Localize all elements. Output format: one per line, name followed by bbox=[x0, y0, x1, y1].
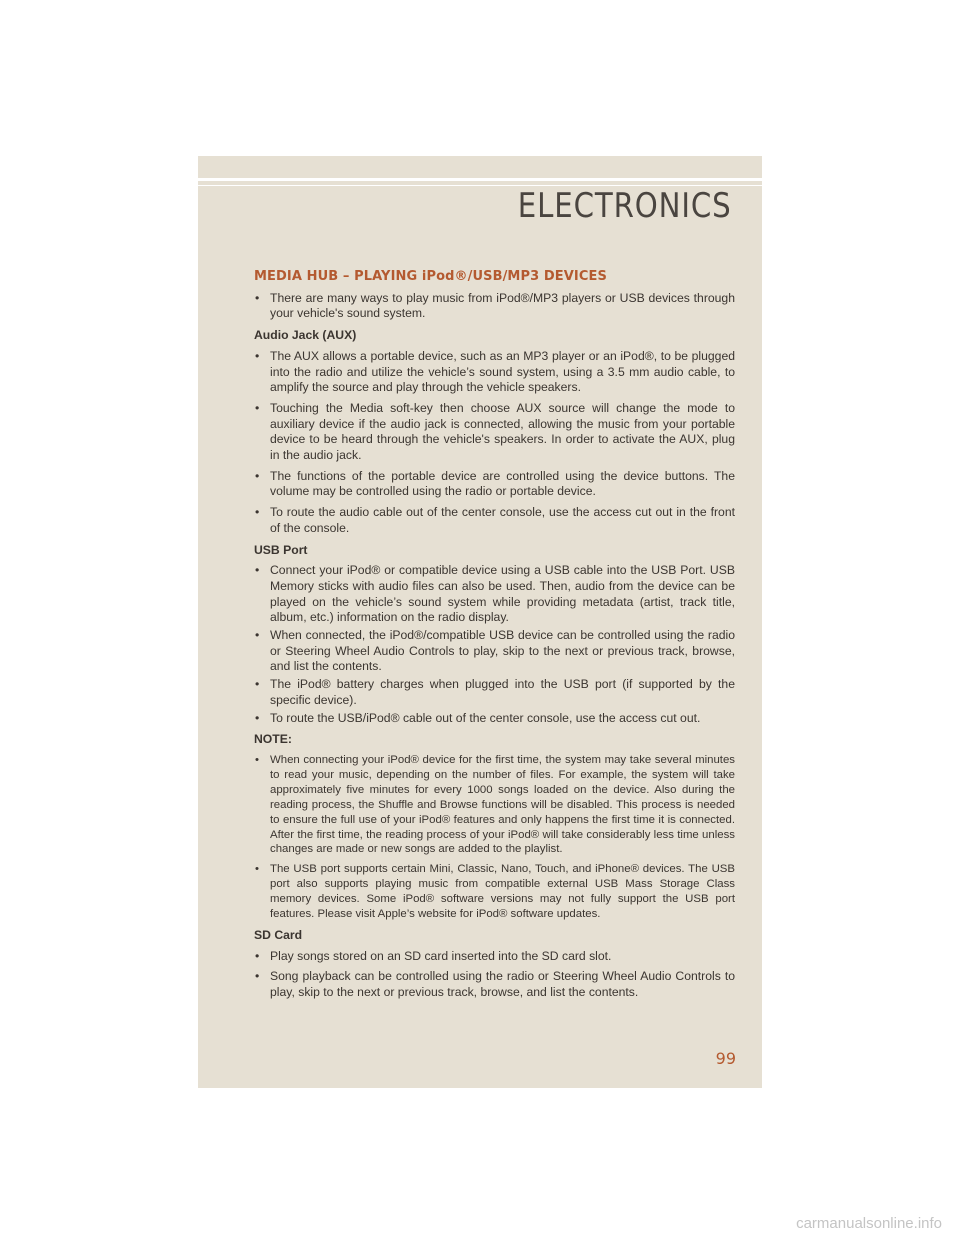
page-heading: MEDIA HUB – PLAYING iPod®/USB/MP3 DEVICES bbox=[254, 269, 607, 284]
list-item: • Connect your iPod® or compatible device using a USB cable into the USB Port. USB Memory sticks with audio files can also be used. Then, audio from the device can be played on the vehicle’s sound system while providing metadata (artist, track title, album, etc.) information on the radio display. bbox=[254, 563, 735, 626]
usb-list bbox=[254, 563, 735, 726]
aux-list bbox=[254, 349, 735, 537]
list-item: • The AUX allows a portable device, such as an MP3 player or an iPod®, to be plugged into the radio and utilize the vehicle’s sound system, using a 3.5 mm audio cable, to amplify the source and play through the vehicle speakers. bbox=[254, 349, 735, 396]
list-item: • To route the audio cable out of the center console, use the access cut out in the front of the console. bbox=[254, 505, 735, 536]
list-item: • There are many ways to play music from iPod®/MP3 players or USB devices through your vehicle's sound system. bbox=[254, 291, 735, 322]
page-content bbox=[254, 269, 735, 1006]
watermark: carmanualsonline.info bbox=[796, 1215, 942, 1232]
aux-heading: Audio Jack (AUX) bbox=[254, 328, 357, 343]
section-header: ELECTRONICS bbox=[518, 186, 732, 226]
note-heading: NOTE: bbox=[254, 732, 292, 747]
list-item: • Song playback can be controlled using the radio or Steering Wheel Audio Controls to play, skip to the next or previous track, browse, and list the contents. bbox=[254, 969, 735, 1000]
list-item: • When connected, the iPod®/compatible USB device can be controlled using the radio or Steering Wheel Audio Controls to play, skip to the next or previous track, browse, and list the contents. bbox=[254, 628, 735, 675]
list-item: • When connecting your iPod® device for the first time, the system may take several minutes to read your music, depending on the number of files. For example, the system will take approximately five minutes for every 1000 songs loaded on the device. Also during the reading process, the Shuffle and Browse functions will be disabled. This process is needed to ensure the full use of your iPod® features and only happens the first time it is connected. After the first time, the reading process of your iPod® will take considerably less time unless changes are made or new songs are added to the playlist. bbox=[254, 753, 735, 857]
list-item: • To route the USB/iPod® cable out of the center console, use the access cut out. bbox=[254, 711, 735, 727]
sd-list bbox=[254, 949, 735, 1001]
list-item: • Touching the Media soft-key then choose AUX source will change the mode to auxiliary device if the audio jack is connected, allowing the music from your portable device to be heard through the vehicle's speakers. In order to activate the AUX, plug in the audio jack. bbox=[254, 401, 735, 464]
intro-list bbox=[254, 291, 735, 322]
note-list bbox=[254, 753, 735, 922]
sd-heading: SD Card bbox=[254, 927, 303, 942]
list-item: • The functions of the portable device are controlled using the device buttons. The volume may be controlled using the radio or portable device. bbox=[254, 469, 735, 500]
list-item: • The USB port supports certain Mini, Classic, Nano, Touch, and iPhone® devices. The USB port also supports playing music from compatible external USB Mass Storage Class memory devices. Some iPod® software versions may not fully support the USB port features. Please visit Apple’s website for iPod® software updates. bbox=[254, 862, 735, 922]
list-item: • Play songs stored on an SD card inserted into the SD card slot. bbox=[254, 949, 735, 965]
list-item: • The iPod® battery charges when plugged into the USB port (if supported by the specific device). bbox=[254, 677, 735, 708]
usb-heading: USB Port bbox=[254, 542, 308, 557]
page-number: 99 bbox=[715, 1049, 736, 1068]
header-rule-thick bbox=[198, 178, 762, 181]
manual-page bbox=[198, 156, 762, 1088]
